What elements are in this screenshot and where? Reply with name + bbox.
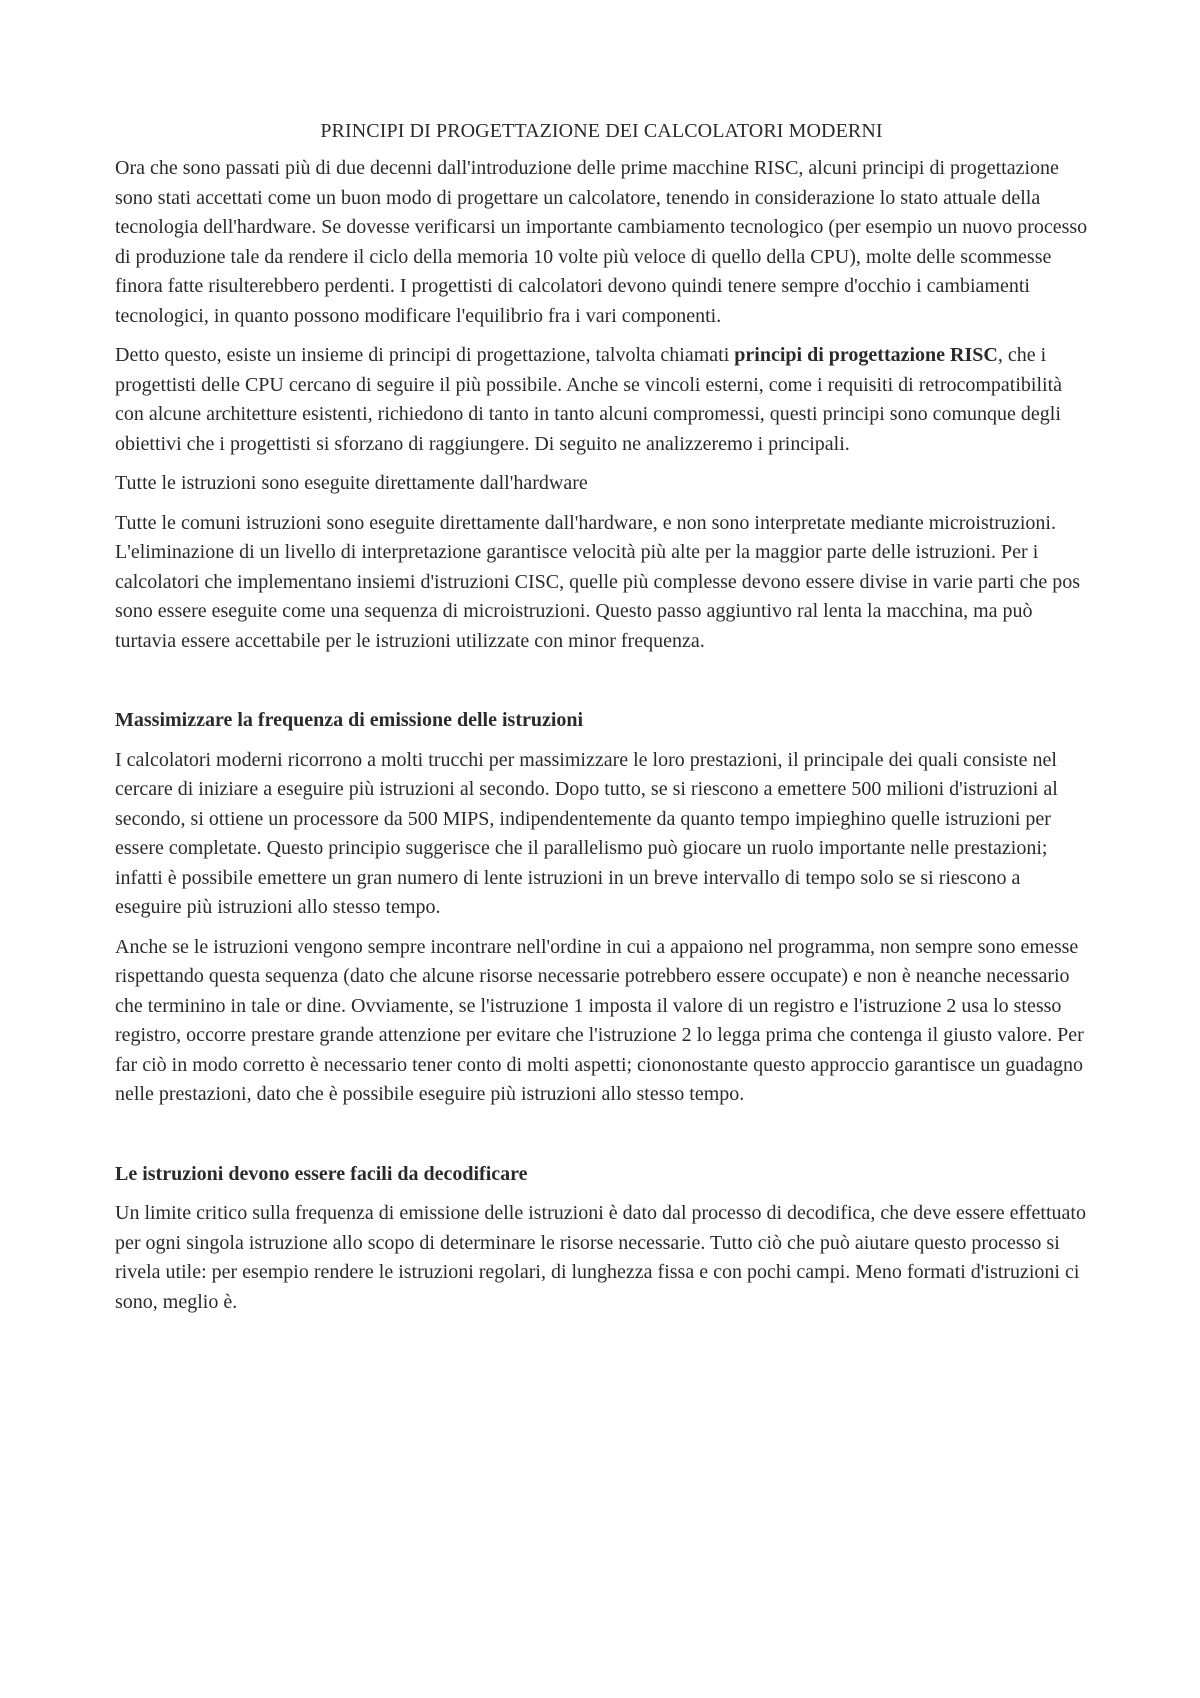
risc-principles-term: principi di progettazione RISC	[734, 344, 998, 366]
section-spacer	[115, 666, 1088, 706]
section-decoding-paragraph: Un limite critico sulla frequenza di emissione delle istruzioni è dato dal processo di decodifica, che deve essere effettuato per ogni singola istruzione allo scopo di determinare le risorse necessarie. Tutto ciò che può aiutare questo processo si rivela utile: per esempio rendere le istruzioni regolari, di lunghezza fissa e con pochi campi. Meno formati d'istruzioni ci sono, meglio è.	[115, 1202, 1086, 1313]
intro-paragraph: Ora che sono passati più di due decenni dall'introduzione delle prime macchine RISC, alcuni principi di progettazione sono stati accettati come un buon modo di progettare un calcolatore, tenendo in considerazione lo stato attuale della tecnologia dell'hardware. Se dovesse verificarsi un importante cambiamento tecnologico (per esempio un nuovo processo di produzione tale da rendere il ciclo della memoria 10 volte più veloce di quello della CPU), molte delle scommesse finora fatte risulterebbero perdenti. I progettisti di calcolatori devono quindi tenere sempre d'occhio i cambiamenti tecnologici, in quanto possono modificare l'equilibrio fra i vari componenti.	[115, 157, 1088, 327]
risc-principles-paragraph	[115, 341, 1088, 459]
risc-principles-text-after: , che i progettisti delle CPU cercano di seguire il più possibile. Anche se vincoli esterni, come i requisiti di retrocompatibilità con alcune architetture esistenti, richiedono di tanto in tanto alcuni compromessi, questi principi sono comunque degli obiettivi che i progettisti si sforzano di raggiungere. Di seguito ne analizzeremo i principali.	[115, 344, 1063, 455]
document-title: PRINCIPI DI PROGETTAZIONE DEI CALCOLATORI MODERNI	[320, 120, 883, 142]
section-heading-decoding: Le istruzioni devono essere facili da decodificare	[115, 1162, 528, 1185]
section-issue-rate-paragraph-1: I calcolatori moderni ricorrono a molti trucchi per massimizzare le loro prestazioni, il principale dei quali consiste nel cercare di iniziare a eseguire più istruzioni al secondo. Dopo tutto, se si riescono a emettere 500 milioni d'istruzioni al secondo, si ottiene un processore da 500 MIPS, indipendentemente da quanto tempo impieghino quelle istruzioni per essere completate. Questo principio suggerisce che il parallelismo può giocare un ruolo importante nelle prestazioni; infatti è possibile emettere un gran numero di lente istruzioni in un breve intervallo di tempo solo se si riescono a eseguire più istruzioni allo stesso tempo.	[115, 748, 1058, 918]
section-hardware-paragraph: Tutte le comuni istruzioni sono eseguite direttamente dall'hardware, e non sono interpretate mediante microistruzioni. L'eliminazione di un livello di interpretazione garantisce velocità più alte per la maggior parte delle istruzioni. Per i calcolatori che implementano insiemi d'istruzioni CISC, quelle più complesse devono essere divise in varie parti che pos sono essere eseguite come una sequenza di microistruzioni. Questo passo aggiuntivo ral lenta la macchina, ma può turtavia essere accettabile per le istruzioni utilizzate con minor frequenza.	[115, 511, 1081, 652]
section-issue-rate-paragraph-2: Anche se le istruzioni vengono sempre incontrare nell'ordine in cui a appaiono nel programma, non sempre sono emesse rispettando questa sequenza (dato che alcune risorse necessarie potrebbero essere occupate) e non è neanche necessario che terminino in tale or dine. Ovviamente, se l'istruzione 1 imposta il valore di un registro e l'istruzione 2 usa lo stesso registro, occorre prestare grande attenzione per evitare che l'istruzione 2 lo legga prima che contenga il giusto valore. Per far ciò in modo corretto è necessario tener conto di molti aspetti; ciononostante questo approccio garantisce un guadagno nelle prestazioni, dato che è possibile eseguire più istruzioni allo stesso tempo.	[115, 935, 1084, 1105]
section-heading-issue-rate: Massimizzare la frequenza di emissione delle istruzioni	[115, 709, 584, 731]
section-heading-hardware: Tutte le istruzioni sono eseguite direttamente dall'hardware	[115, 472, 588, 494]
section-spacer	[115, 1120, 1088, 1160]
risc-principles-text-before: Detto questo, esiste un insieme di principi di progettazione, talvolta chiamati	[115, 344, 735, 366]
